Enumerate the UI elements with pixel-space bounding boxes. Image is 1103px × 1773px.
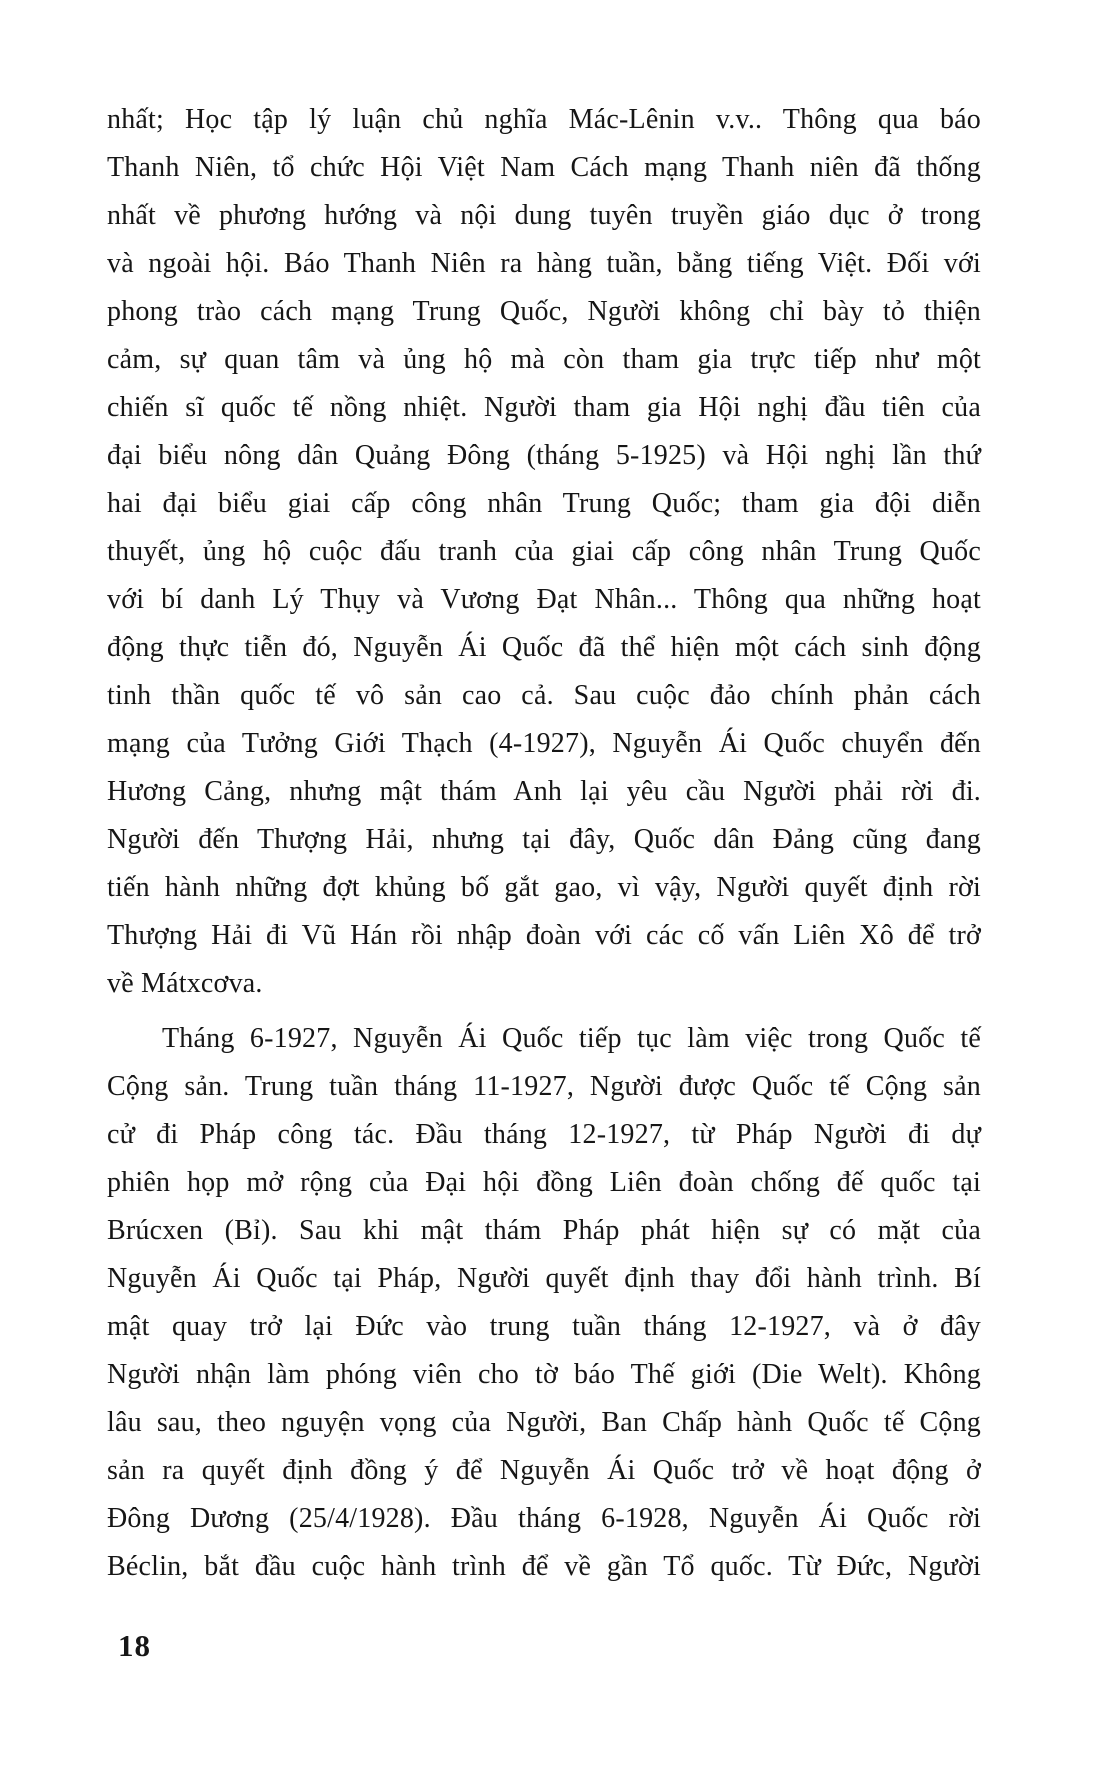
text-line: cảm, sự quan tâm và ủng hộ mà còn tham gia trực tiếp như một bbox=[107, 344, 981, 375]
text-line: Tháng 6-1927, Nguyễn Ái Quốc tiếp tục làm việc trong Quốc tế bbox=[162, 1023, 981, 1054]
text-line: Thượng Hải đi Vũ Hán rồi nhập đoàn với các cố vấn Liên Xô để trở bbox=[107, 920, 981, 951]
text-line: nhất; Học tập lý luận chủ nghĩa Mác-Lênin v.v.. Thông qua báo bbox=[107, 104, 981, 135]
text-line: đại biểu nông dân Quảng Đông (tháng 5-1925) và Hội nghị lần thứ bbox=[107, 440, 981, 471]
text-line: cử đi Pháp công tác. Đầu tháng 12-1927, từ Pháp Người đi dự bbox=[107, 1119, 981, 1150]
text-line: thuyết, ủng hộ cuộc đấu tranh của giai cấp công nhân Trung Quốc bbox=[107, 536, 981, 567]
text-line: Người đến Thượng Hải, nhưng tại đây, Quốc dân Đảng cũng đang bbox=[107, 824, 981, 855]
body-text bbox=[107, 96, 981, 1591]
text-line: nhất về phương hướng và nội dung tuyên truyền giáo dục ở trong bbox=[107, 200, 981, 231]
text-line: Người nhận làm phóng viên cho tờ báo Thế giới (Die Welt). Không bbox=[107, 1359, 981, 1390]
text-line: Nguyễn Ái Quốc tại Pháp, Người quyết định thay đổi hành trình. Bí bbox=[107, 1263, 981, 1294]
text-line: mật quay trở lại Đức vào trung tuần tháng 12-1927, và ở đây bbox=[107, 1311, 981, 1342]
text-line: phiên họp mở rộng của Đại hội đồng Liên đoàn chống đế quốc tại bbox=[107, 1167, 981, 1198]
text-line: sản ra quyết định đồng ý để Nguyễn Ái Quốc trở về hoạt động ở bbox=[107, 1455, 981, 1486]
text-line: động thực tiễn đó, Nguyễn Ái Quốc đã thể hiện một cách sinh động bbox=[107, 632, 981, 663]
text-line: hai đại biểu giai cấp công nhân Trung Quốc; tham gia đội diễn bbox=[107, 488, 981, 519]
text-line: Cộng sản. Trung tuần tháng 11-1927, Người được Quốc tế Cộng sản bbox=[107, 1071, 981, 1102]
text-line: lâu sau, theo nguyện vọng của Người, Ban Chấp hành Quốc tế Cộng bbox=[107, 1407, 981, 1438]
text-line: mạng của Tưởng Giới Thạch (4-1927), Nguyễn Ái Quốc chuyển đến bbox=[107, 728, 981, 759]
text-line: Hương Cảng, nhưng mật thám Anh lại yêu cầu Người phải rời đi. bbox=[107, 776, 981, 807]
page-number: 18 bbox=[118, 1628, 151, 1663]
text-line: và ngoài hội. Báo Thanh Niên ra hàng tuần, bằng tiếng Việt. Đối với bbox=[107, 248, 981, 279]
text-line: Đông Dương (25/4/1928). Đầu tháng 6-1928, Nguyễn Ái Quốc rời bbox=[107, 1503, 981, 1534]
text-line: tiến hành những đợt khủng bố gắt gao, vì vậy, Người quyết định rời bbox=[107, 872, 981, 903]
text-line: chiến sĩ quốc tế nồng nhiệt. Người tham gia Hội nghị đầu tiên của bbox=[107, 392, 981, 423]
paragraph-1 bbox=[107, 96, 981, 1008]
text-line: về Mátxcơva. bbox=[107, 968, 263, 999]
text-line: Brúcxen (Bỉ). Sau khi mật thám Pháp phát hiện sự có mặt của bbox=[107, 1215, 981, 1246]
text-line: phong trào cách mạng Trung Quốc, Người không chỉ bày tỏ thiện bbox=[107, 296, 981, 327]
text-line: Béclin, bắt đầu cuộc hành trình để về gần Tổ quốc. Từ Đức, Người bbox=[107, 1551, 981, 1582]
text-line: với bí danh Lý Thụy và Vương Đạt Nhân... Thông qua những hoạt bbox=[107, 584, 981, 615]
text-line: Thanh Niên, tổ chức Hội Việt Nam Cách mạng Thanh niên đã thống bbox=[107, 152, 981, 183]
paragraph-2 bbox=[107, 1015, 981, 1591]
text-line: tinh thần quốc tế vô sản cao cả. Sau cuộc đảo chính phản cách bbox=[107, 680, 981, 711]
